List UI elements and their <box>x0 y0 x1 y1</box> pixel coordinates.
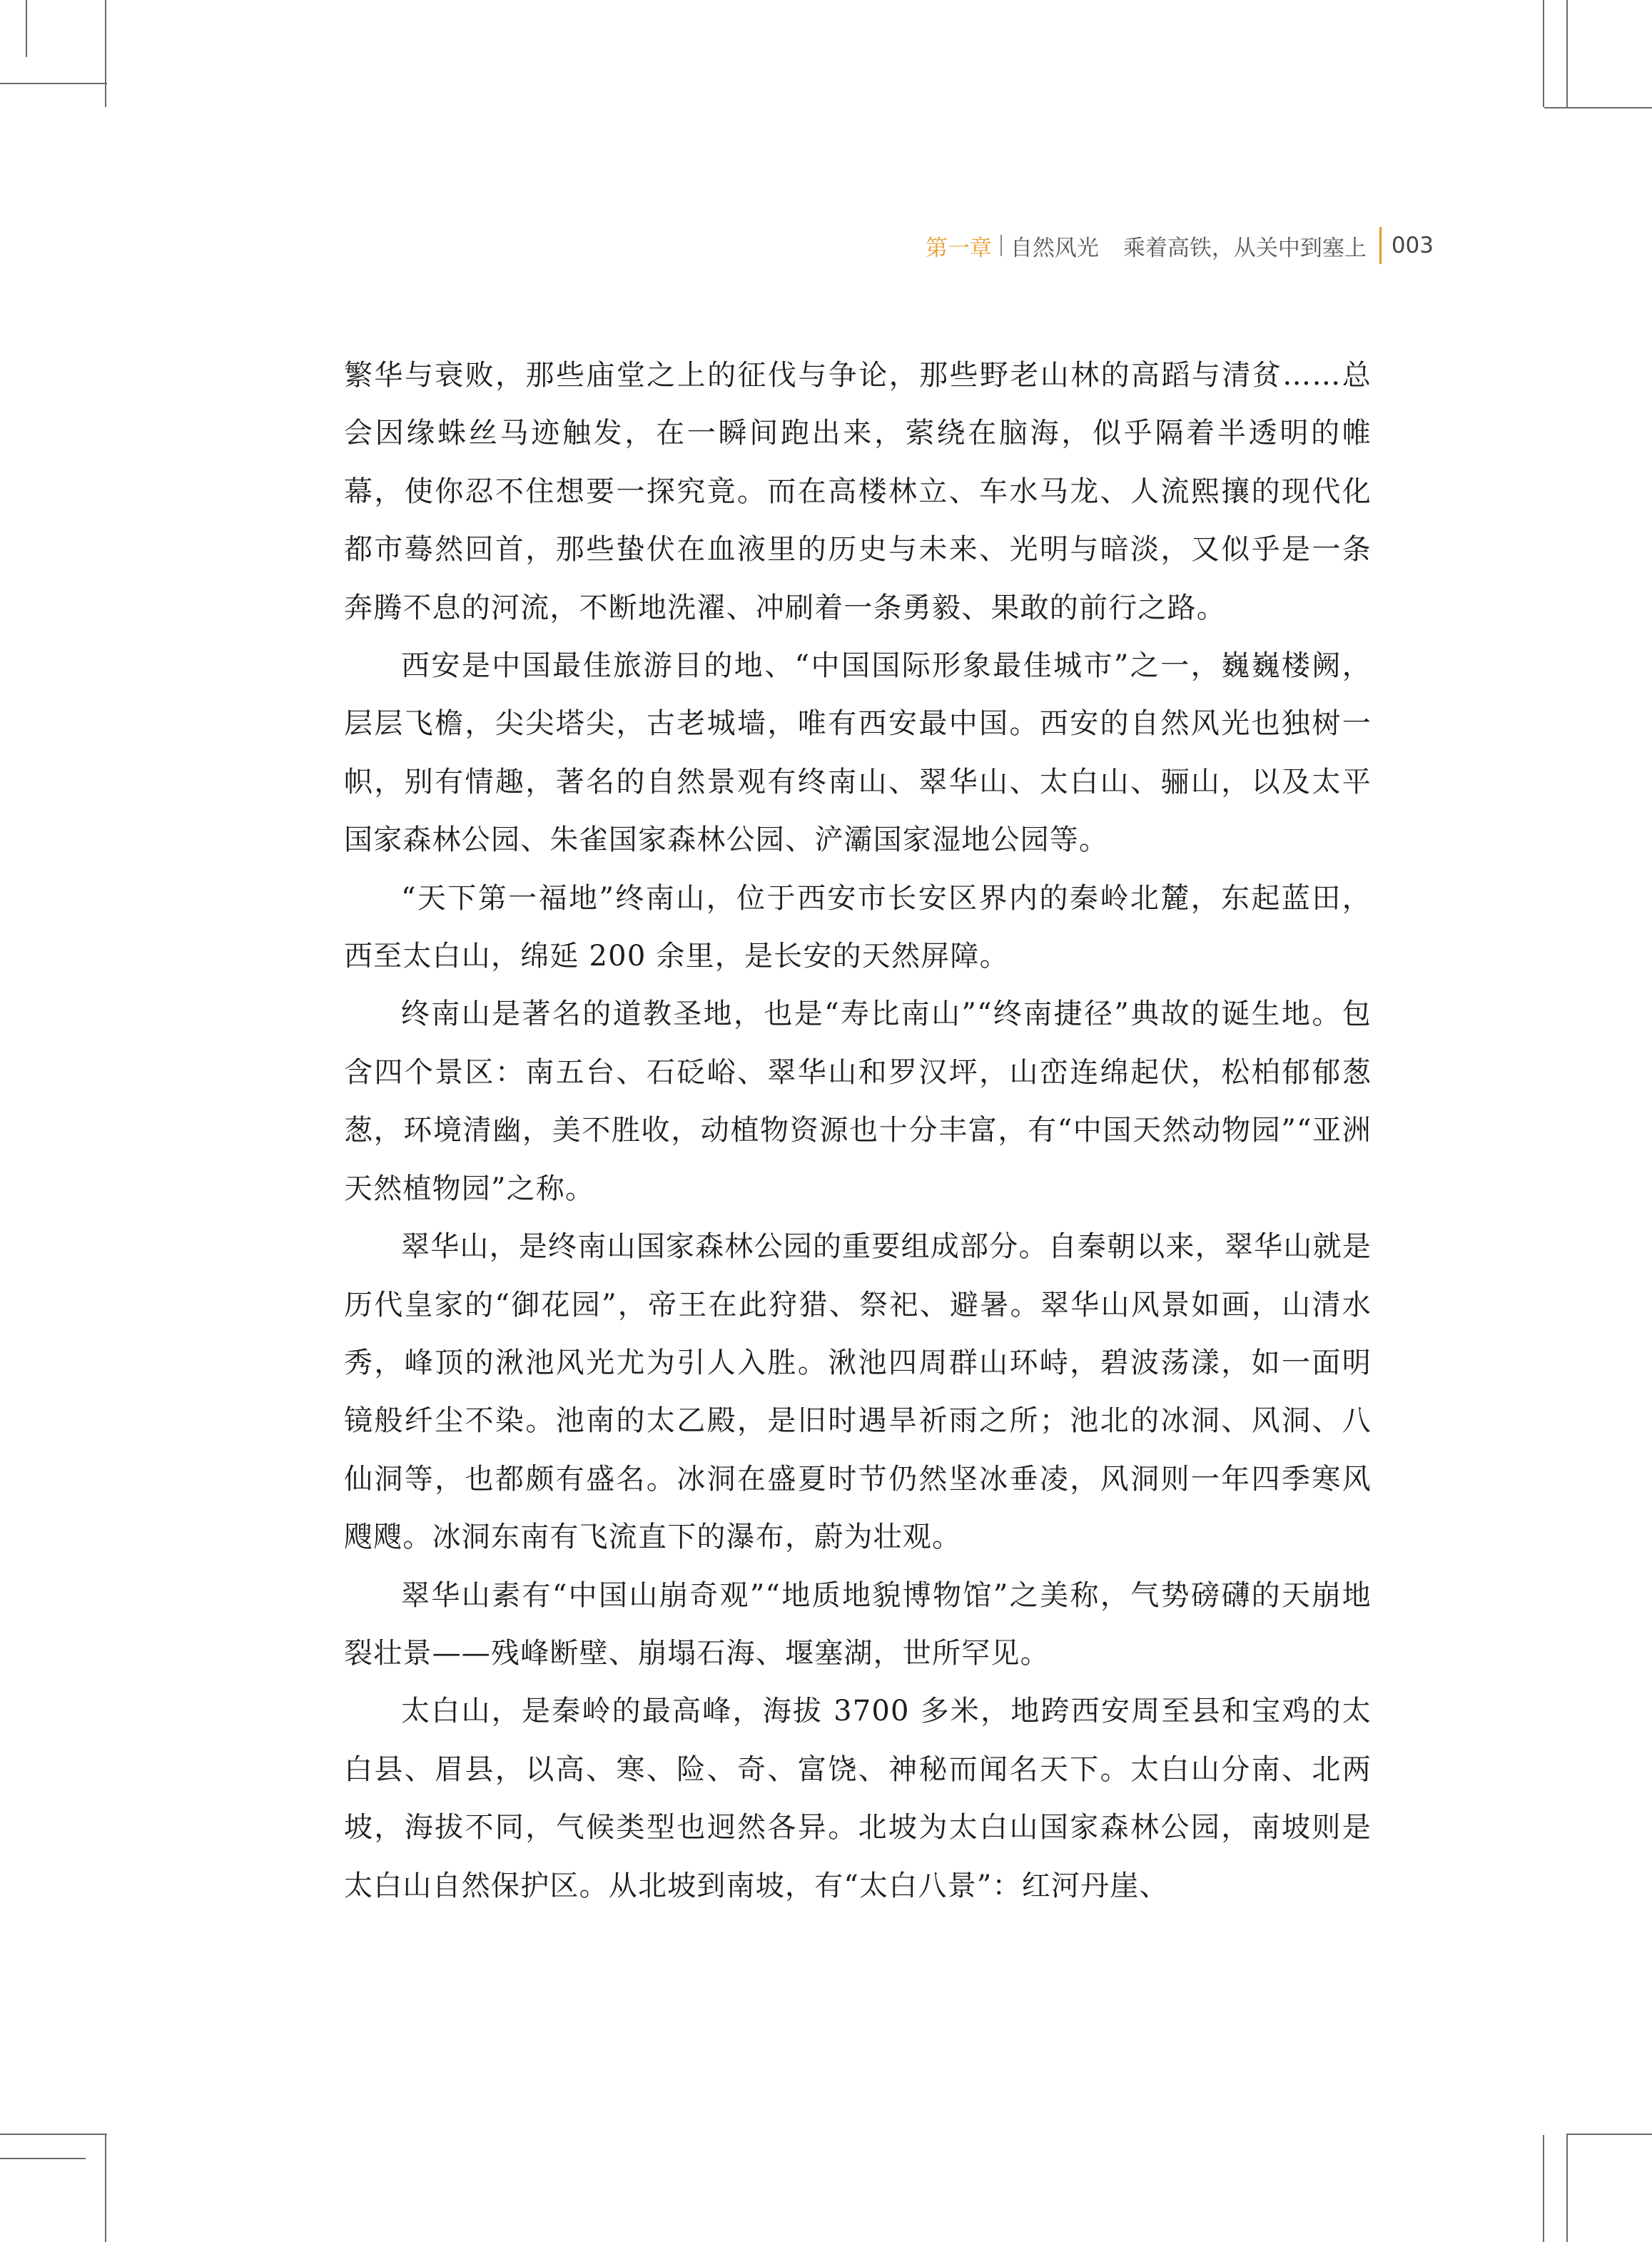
paragraph: 繁华与衰败，那些庙堂之上的征伐与争论，那些野老山林的高蹈与清贫……总会因缘蛛丝马迹触发，在一瞬间跑出来，萦绕在脑海，似乎隔着半透明的帷幕，使你忍不住想要一探究竟。而在高楼林立、车水马龙、人流熙攘的现代化都市蓦然回首，那些蛰伏在血液里的历史与未来、光明与暗淡，又似乎是一条奔腾不息的河流，不断地洗濯、冲刷着一条勇毅、果敢的前行之路。 <box>344 359 1372 624</box>
crop-mark-top-left-v <box>105 0 106 107</box>
crop-mark-top-left-v2 <box>26 0 27 57</box>
crop-mark-bottom-right-v2 <box>1566 2134 1568 2242</box>
running-header <box>926 225 1434 265</box>
crop-mark-bottom-left-h2 <box>0 2158 86 2159</box>
body-text <box>344 347 1372 1915</box>
crop-mark-top-left-h <box>0 83 107 84</box>
crop-mark-top-right-v2 <box>1566 0 1568 107</box>
crop-mark-bottom-left-h <box>0 2134 107 2135</box>
crop-mark-top-right-h <box>1544 107 1652 108</box>
page-number-separator <box>1379 227 1382 264</box>
crop-mark-bottom-right-h <box>1566 2134 1652 2135</box>
header-separator <box>1000 235 1002 256</box>
crop-mark-top-right-v <box>1543 0 1544 107</box>
paragraph: 翠华山，是终南山国家森林公园的重要组成部分。自秦朝以来，翠华山就是历代皇家的“御花园”，帝王在此狩猎、祭祀、避暑。翠华山风景如画，山清水秀，峰顶的湫池风光尤为引人入胜。湫池四周群山环峙，碧波荡漾，如一面明镜般纤尘不染。池南的太乙殿，是旧时遇旱祈雨之所；池北的冰洞、风洞、八仙洞等，也都颇有盛名。冰洞在盛夏时节仍然坚冰垂凌，风洞则一年四季寒风飕飕。冰洞东南有飞流直下的瀑布，蔚为壮观。 <box>344 1230 1372 1554</box>
crop-mark-bottom-left-v <box>105 2135 106 2242</box>
paragraph: 终南山是著名的道教圣地，也是“寿比南山”“终南捷径”典故的诞生地。包含四个景区：南五台、石砭峪、翠华山和罗汉坪，山峦连绵起伏，松柏郁郁葱葱，环境清幽，美不胜收，动植物资源也十分丰富，有“中国天然动物园”“亚洲天然植物园”之称。 <box>344 998 1372 1205</box>
paragraph: 翠华山素有“中国山崩奇观”“地质地貌博物馆”之美称，气势磅礴的天崩地裂壮景——残峰断壁、崩塌石海、堰塞湖，世所罕见。 <box>344 1578 1372 1670</box>
paragraph: “天下第一福地”终南山，位于西安市长安区界内的秦岭北麓，东起蓝田，西至太白山，绵延 200 余里，是长安的天然屏障。 <box>344 881 1372 973</box>
chapter-label: 第一章 <box>925 235 992 261</box>
paragraph: 西安是中国最佳旅游目的地、“中国国际形象最佳城市”之一，巍巍楼阙，层层飞檐，尖尖塔尖，古老城墙，唯有西安最中国。西安的自然风光也独树一帜，别有情趣，著名的自然景观有终南山、翠华山、太白山、骊山，以及太平国家森林公园、朱雀国家森林公园、浐灞国家湿地公园等。 <box>344 649 1372 857</box>
page-number: 003 <box>1391 233 1434 258</box>
chapter-title: 乘着高铁，从关中到塞上 <box>1123 235 1367 261</box>
crop-mark-bottom-right-v <box>1543 2135 1544 2242</box>
paragraph: 太白山，是秦岭的最高峰，海拔 3700 多米，地跨西安周至县和宝鸡的太白县、眉县，以高、寒、险、奇、富饶、神秘而闻名天下。太白山分南、北两坡，海拔不同，气候类型也迥然各异。北坡为太白山国家森林公园，南坡则是太白山自然保护区。从北坡到南坡，有“太白八景”：红河丹崖、 <box>344 1695 1372 1902</box>
section-label: 自然风光 <box>1010 235 1099 261</box>
